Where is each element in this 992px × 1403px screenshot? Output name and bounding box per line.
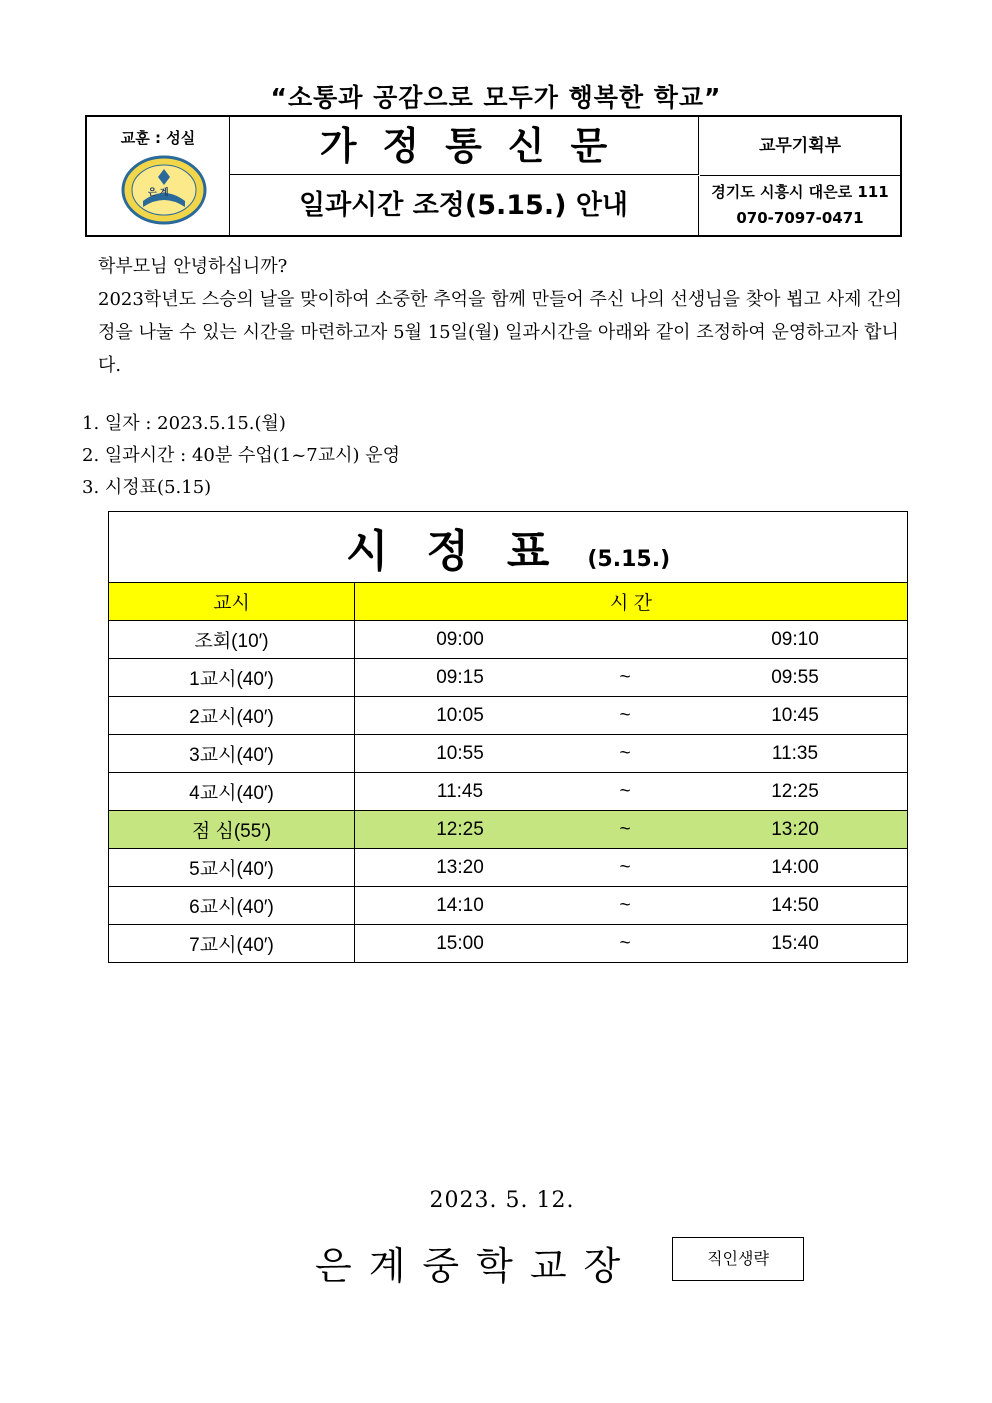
end-time: 14:00 xyxy=(771,856,819,878)
period-cell: 점 심(55′) xyxy=(109,811,355,849)
document-title: 가정통신문 xyxy=(229,117,699,175)
end-time: 09:10 xyxy=(771,628,819,650)
body-paragraph: 2023학년도 스승의 날을 맞이하여 소중한 추억을 함께 만들어 주신 나의 선생님을 찾아 뵙고 사제 간의 정을 나눌 수 있는 시간을 마련하고자 5월 15일(월) 일과시간을 아래와 같이 조정하여 운영하고자 합니다. xyxy=(98,289,903,376)
table-row xyxy=(109,697,908,735)
greeting: 학부모님 안녕하십니까? xyxy=(98,256,288,277)
schedule-title: 시정표 xyxy=(345,526,588,577)
time-separator: ~ xyxy=(619,894,631,916)
school-emblem-icon xyxy=(121,155,207,225)
start-time: 12:25 xyxy=(436,818,484,840)
time-cell xyxy=(355,811,908,849)
list-item: 2. 일과시간 : 40분 수업(1~7교시) 운영 xyxy=(82,445,401,466)
table-row xyxy=(109,887,908,925)
address: 경기도 시흥시 대은로 111 xyxy=(711,183,889,201)
list-item: 3. 시정표(5.15) xyxy=(82,477,212,498)
list-item: 1. 일자 : 2023.5.15.(월) xyxy=(82,413,286,434)
end-time: 11:35 xyxy=(771,742,819,764)
motto-cell xyxy=(87,117,230,235)
schedule-title-date: (5.15.) xyxy=(587,547,671,572)
period-cell: 5교시(40′) xyxy=(109,849,355,887)
start-time: 13:20 xyxy=(436,856,484,878)
time-separator: ~ xyxy=(619,932,631,954)
table-row xyxy=(109,849,908,887)
header-time: 시 간 xyxy=(355,583,908,621)
time-cell xyxy=(355,735,908,773)
issue-date: 2023. 5. 12. xyxy=(429,1188,575,1213)
table-row xyxy=(109,811,908,849)
emblem-text: 은 계 xyxy=(148,188,169,198)
time-separator: ~ xyxy=(619,818,631,840)
period-cell: 6교시(40′) xyxy=(109,887,355,925)
time-cell xyxy=(355,697,908,735)
end-time: 12:25 xyxy=(771,780,819,802)
document-subtitle: 일과시간 조정(5.15.) 안내 xyxy=(229,176,699,235)
schedule-table xyxy=(108,511,908,963)
period-cell: 3교시(40′) xyxy=(109,735,355,773)
school-motto: 교훈 : 성실 xyxy=(120,129,196,147)
start-time: 11:45 xyxy=(436,780,484,802)
schedule-header-row xyxy=(109,583,908,621)
end-time: 09:55 xyxy=(771,666,819,688)
end-time: 10:45 xyxy=(771,704,819,726)
phone: 070-7097-0471 xyxy=(736,209,864,227)
table-row xyxy=(109,773,908,811)
item-list xyxy=(82,408,400,504)
period-cell: 조회(10′) xyxy=(109,621,355,659)
letter-header xyxy=(85,115,902,237)
header-period: 교시 xyxy=(109,583,355,621)
end-time: 15:40 xyxy=(771,932,819,954)
principal-signature: 은계중학교장 xyxy=(315,1244,638,1288)
time-separator: ~ xyxy=(619,742,631,764)
table-row xyxy=(109,925,908,963)
table-row xyxy=(109,735,908,773)
end-time: 14:50 xyxy=(771,894,819,916)
time-separator xyxy=(565,629,685,651)
start-time: 09:15 xyxy=(436,666,484,688)
period-cell: 1교시(40′) xyxy=(109,659,355,697)
time-cell xyxy=(355,887,908,925)
time-cell xyxy=(355,621,908,659)
time-separator: ~ xyxy=(619,704,631,726)
schedule-title-cell xyxy=(109,512,908,583)
slogan: “소통과 공감으로 모두가 행복한 학교” xyxy=(270,83,722,112)
time-cell xyxy=(355,659,908,697)
department: 교무기획부 xyxy=(700,117,900,176)
period-cell: 2교시(40′) xyxy=(109,697,355,735)
period-cell: 4교시(40′) xyxy=(109,773,355,811)
time-separator: ~ xyxy=(619,856,631,878)
start-time: 15:00 xyxy=(436,932,484,954)
start-time: 14:10 xyxy=(436,894,484,916)
table-row xyxy=(109,659,908,697)
time-cell xyxy=(355,925,908,963)
seal-omitted-box: 직인생략 xyxy=(672,1237,804,1281)
time-separator: ~ xyxy=(619,666,631,688)
letter-body xyxy=(82,250,917,382)
start-time: 10:55 xyxy=(436,742,484,764)
time-cell xyxy=(355,773,908,811)
table-row xyxy=(109,621,908,659)
contact-info xyxy=(700,179,900,231)
period-cell: 7교시(40′) xyxy=(109,925,355,963)
time-cell xyxy=(355,849,908,887)
start-time: 09:00 xyxy=(436,628,484,650)
end-time: 13:20 xyxy=(771,818,819,840)
time-separator: ~ xyxy=(619,780,631,802)
start-time: 10:05 xyxy=(436,704,484,726)
